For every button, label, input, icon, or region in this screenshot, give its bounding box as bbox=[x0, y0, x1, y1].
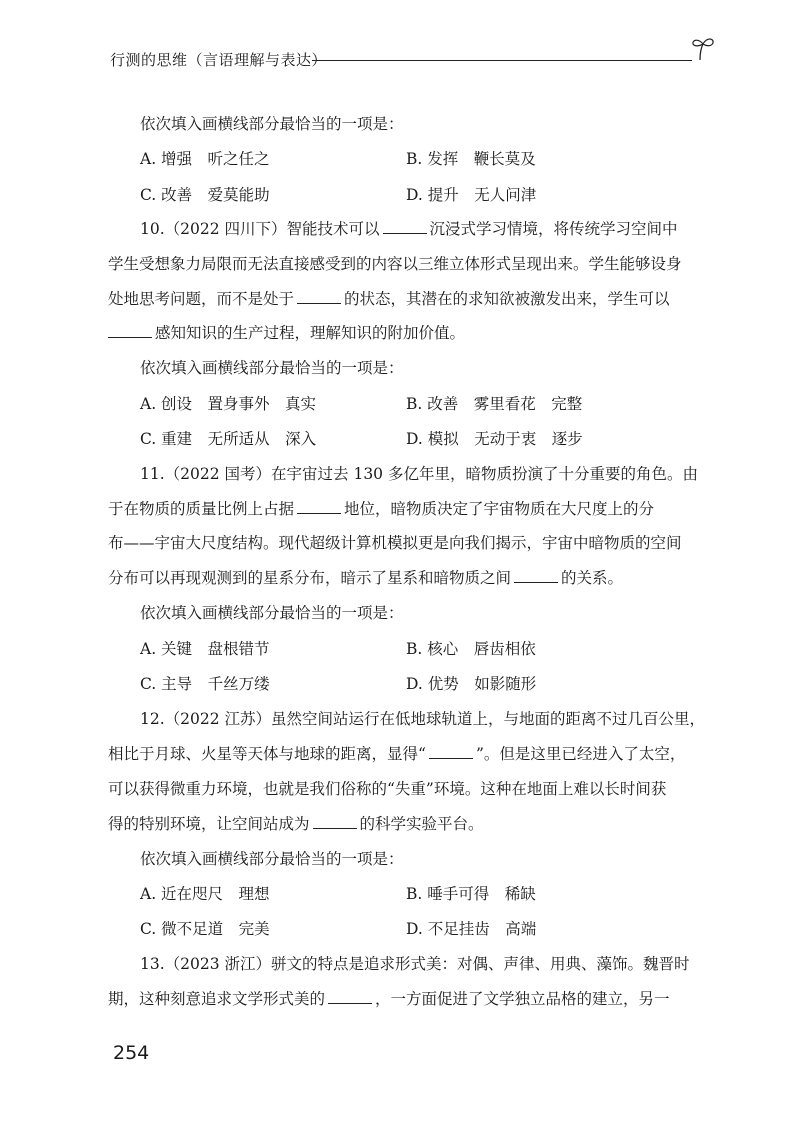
header-title: 行测的思维（言语理解与表达） bbox=[110, 51, 328, 69]
q10-stem-line-1: 10.（2022 四川下）智能技术可以 沉浸式学习情境，将传统学习空间中 bbox=[140, 220, 678, 238]
answer-blank bbox=[514, 568, 558, 583]
q11-option-b: B. 核心 唇齿相依 bbox=[406, 640, 536, 658]
q12-prompt: 依次填入画横线部分最恰当的一项是： bbox=[140, 850, 404, 868]
q13-stem-line-1: 13.（2023 浙江）骈文的特点是追求形式美：对偶、声律、用典、藻饰。魏晋时 bbox=[140, 955, 690, 973]
q11-stem-line-3: 布——宇宙大尺度结构。现代超级计算机模拟更是向我们揭示，宇宙中暗物质的空间 bbox=[108, 534, 682, 552]
q11-stem-line-2: 于在物质的质量比例上占据 地位，暗物质决定了宇宙物质在大尺度上的分 bbox=[108, 500, 655, 518]
answer-blank bbox=[108, 323, 152, 338]
q9-option-c: C. 改善 爱莫能助 bbox=[140, 186, 270, 204]
page-number: 254 bbox=[113, 1042, 150, 1064]
q11-option-d: D. 优势 如影随形 bbox=[406, 675, 537, 693]
answer-blank bbox=[313, 814, 357, 829]
answer-blank bbox=[297, 289, 341, 304]
answer-blank bbox=[297, 499, 341, 514]
q10-prompt: 依次填入画横线部分最恰当的一项是： bbox=[140, 359, 404, 377]
q10-stem-line-3: 处地思考问题，而不是处于 的状态，其潜在的求知欲被激发出来，学生可以 bbox=[108, 290, 670, 308]
q11-stem-line-1: 11.（2022 国考）在宇宙过去 130 多亿年里，暗物质扮演了十分重要的角色。由 bbox=[140, 465, 698, 483]
q12-stem-line-3: 可以获得微重力环境，也就是我们俗称的“失重”环境。这种在地面上难以长时间获 bbox=[108, 780, 667, 798]
q9-option-b: B. 发挥 鞭长莫及 bbox=[406, 150, 536, 168]
q10-option-d: D. 模拟 无动于衷 逐步 bbox=[406, 430, 583, 448]
q12-stem-line-4: 得的特别环境，让空间站成为 的科学实验平台。 bbox=[108, 815, 484, 833]
q9-option-a: A. 增强 听之任之 bbox=[140, 150, 270, 168]
q12-option-c: C. 微不足道 完美 bbox=[140, 920, 270, 938]
q13-stem-line-2: 期，这种刻意追求文学形式美的 ，一方面促进了文学独立品格的建立，另一 bbox=[108, 990, 670, 1008]
q9-prompt: 依次填入画横线部分最恰当的一项是： bbox=[140, 115, 404, 133]
q11-option-c: C. 主导 千丝万缕 bbox=[140, 675, 270, 693]
q10-option-c: C. 重建 无所适从 深入 bbox=[140, 430, 317, 448]
sprout-icon bbox=[688, 34, 718, 64]
q12-stem-line-2: 相比于月球、火星等天体与地球的距离，显得“ ”。但是这里已经进入了太空， bbox=[108, 745, 686, 763]
q10-stem-line-2: 学生受想象力局限而无法直接感受到的内容以三维立体形式呈现出来。学生能够设身 bbox=[108, 255, 682, 273]
q10-option-b: B. 改善 雾里看花 完整 bbox=[406, 395, 583, 413]
page-header bbox=[110, 46, 720, 74]
q12-option-d: D. 不足挂齿 高端 bbox=[406, 920, 537, 938]
q11-stem-line-4: 分布可以再现观测到的星系分布，暗示了星系和暗物质之间 的关系。 bbox=[108, 569, 624, 587]
q11-prompt: 依次填入画横线部分最恰当的一项是： bbox=[140, 604, 404, 622]
answer-blank bbox=[383, 219, 427, 234]
q10-option-a: A. 创设 置身事外 真实 bbox=[140, 395, 317, 413]
q10-stem-line-4: 感知知识的生产过程，理解知识的附加价值。 bbox=[108, 323, 708, 343]
q9-option-d: D. 提升 无人问津 bbox=[406, 186, 537, 204]
q11-option-a: A. 关键 盘根错节 bbox=[140, 640, 270, 658]
q12-option-a: A. 近在咫尺 理想 bbox=[140, 885, 270, 903]
q12-stem-line-1: 12.（2022 江苏）虽然空间站运行在低地球轨道上，与地面的距离不过几百公里， bbox=[140, 710, 706, 728]
answer-blank bbox=[328, 989, 372, 1004]
q12-option-b: B. 唾手可得 稀缺 bbox=[406, 885, 536, 903]
header-rule bbox=[312, 60, 692, 61]
answer-blank bbox=[429, 744, 473, 759]
